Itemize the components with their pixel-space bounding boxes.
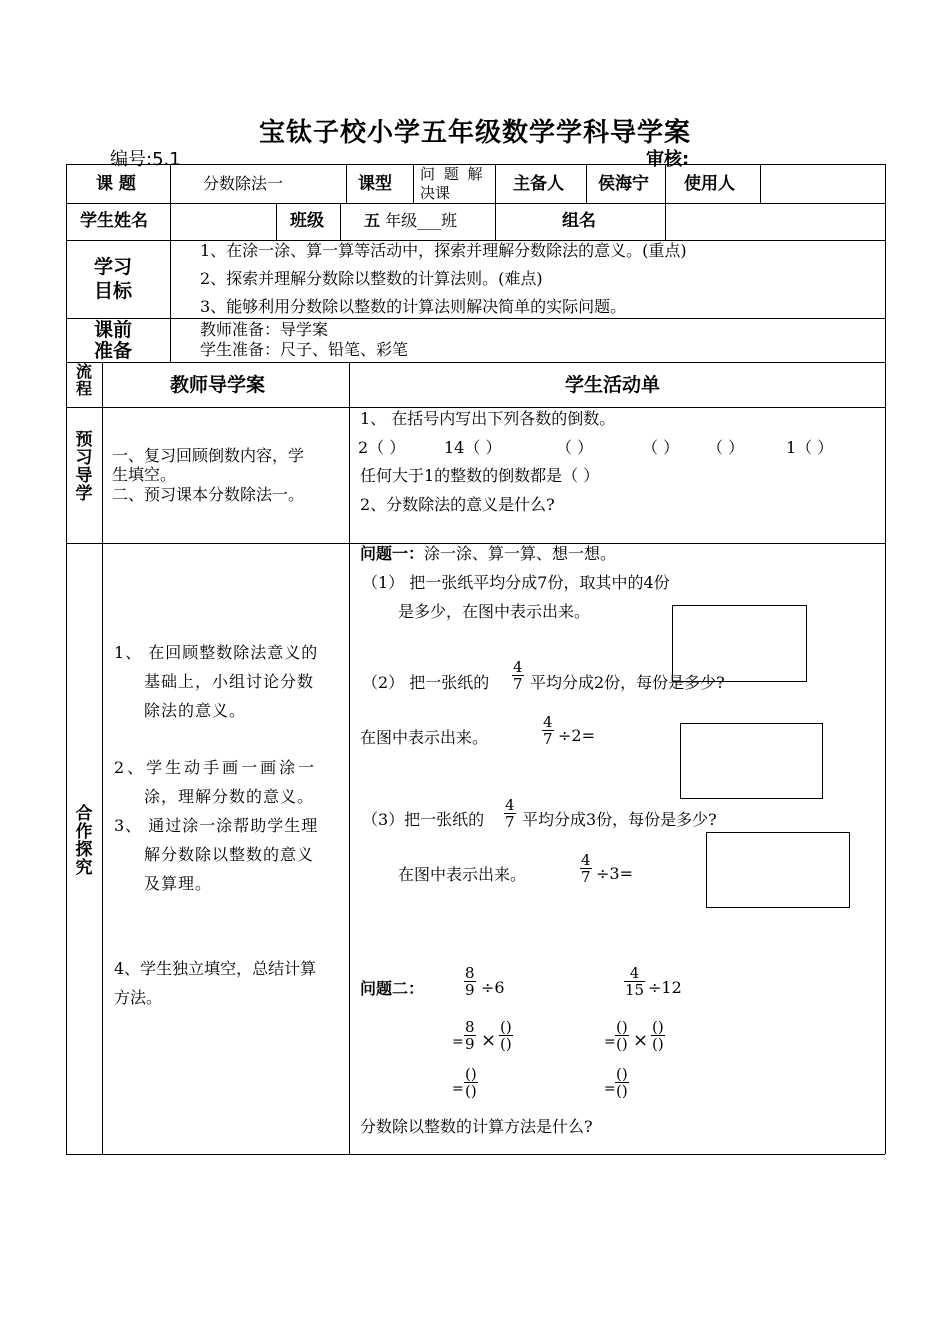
equals-sign: = bbox=[452, 1081, 464, 1097]
explore-teacher-5: 涂，理解分数的意义。 bbox=[144, 787, 315, 806]
type-label: 课型 bbox=[358, 174, 392, 194]
problem-1-q3-draw: 在图中表示出来。 bbox=[398, 865, 527, 884]
divide-by-6: ÷6 bbox=[481, 978, 505, 997]
reciprocal-3: （ ） bbox=[556, 438, 594, 457]
class-label: 班级 bbox=[290, 211, 324, 231]
times-sign: × bbox=[633, 1030, 649, 1051]
explore-teacher-10: 方法。 bbox=[114, 988, 163, 1007]
type-value-line1: 问 题 解 bbox=[420, 165, 485, 183]
explore-teacher-2: 基础上，小组讨论分数 bbox=[144, 672, 315, 691]
problem-2-title: 问题二： bbox=[360, 979, 425, 998]
reciprocal-5: （ ） bbox=[707, 438, 745, 457]
preview-label: 预习导学 bbox=[75, 430, 93, 504]
drawing-box-2[interactable] bbox=[680, 723, 823, 799]
explore-teacher-4: 2、学生动手画一画涂一 bbox=[114, 758, 318, 777]
flow-label: 流程 bbox=[75, 362, 92, 398]
topic-value: 分数除法一 bbox=[203, 174, 284, 193]
equals-sign: = bbox=[604, 1081, 616, 1097]
divide-by-2: ÷2= bbox=[558, 726, 595, 745]
blank-fraction[interactable]: () () bbox=[616, 1018, 628, 1053]
problem-1-q3-end: 平均分成3份，每份是多少? bbox=[522, 810, 717, 829]
reciprocal-2: 14（ ） bbox=[444, 438, 502, 457]
blank-fraction[interactable]: () () bbox=[652, 1018, 664, 1053]
preview-teacher-1: 一、复习回顾倒数内容，学 bbox=[112, 446, 305, 465]
goals-label-2: 目标 bbox=[94, 280, 133, 302]
user-label: 使用人 bbox=[684, 174, 735, 194]
explore-teacher-9: 4、学生独立填空，总结计算 bbox=[114, 959, 317, 978]
problem-1-q1-line1: （1） 把一张纸平均分成7份，取其中的4份 bbox=[362, 573, 670, 592]
equals-sign: = bbox=[452, 1034, 464, 1050]
preview-teacher-3: 二、预习课本分数除法一。 bbox=[112, 485, 305, 504]
teacher-column-header: 教师导学案 bbox=[170, 374, 266, 396]
explore-label: 合作探究 bbox=[75, 804, 93, 878]
explore-teacher-6: 3、 通过涂一涂帮助学生理 bbox=[114, 816, 319, 835]
divide-by-12: ÷12 bbox=[648, 978, 682, 997]
problem-1-q2-end: 平均分成2份，每份是多少? bbox=[530, 673, 725, 692]
fraction-4-7-a: $\frac{4}{7}$ bbox=[513, 658, 523, 693]
problem-1-q3-start: （3）把一张纸的 bbox=[362, 810, 485, 829]
problem-2-final-question: 分数除以整数的计算方法是什么? bbox=[360, 1117, 593, 1136]
blank-fraction[interactable]: () () bbox=[500, 1018, 512, 1053]
reciprocal-1: 2（ ） bbox=[358, 438, 406, 457]
prep-student: 学生准备：尺子、铅笔、彩笔 bbox=[200, 340, 409, 359]
fraction-4-7-c: $\frac{4}{7}$ bbox=[505, 796, 515, 831]
preview-question-1: 1、 在括号内写出下列各数的倒数。 bbox=[360, 409, 616, 428]
fraction-4-15: $\frac{4}{15}$ bbox=[625, 964, 645, 999]
reciprocal-6: 1（ ） bbox=[786, 438, 834, 457]
type-value-line2: 决课 bbox=[420, 184, 451, 202]
blank-fraction[interactable]: () () bbox=[465, 1065, 477, 1100]
goal-item-3: 3、能够利用分数除以整数的计算法则解决简单的实际问题。 bbox=[200, 297, 627, 316]
times-sign: × bbox=[481, 1030, 497, 1051]
goals-label-1: 学习 bbox=[94, 256, 133, 278]
prep-label-2: 准备 bbox=[94, 340, 133, 362]
grade-value: 五 年级___班 bbox=[364, 211, 458, 230]
explore-teacher-8: 及算理。 bbox=[144, 874, 213, 893]
fraction-8-9: $\frac{8}{9}$ bbox=[465, 964, 475, 999]
student-name-label: 学生姓名 bbox=[80, 211, 148, 231]
lead-value: 侯海宁 bbox=[598, 174, 649, 194]
problem-1-q1-line2: 是多少，在图中表示出来。 bbox=[398, 602, 591, 621]
fraction-8-9-step: $\frac{8}{9}$ bbox=[465, 1018, 475, 1053]
group-label: 组名 bbox=[562, 211, 596, 231]
drawing-box-3[interactable] bbox=[706, 832, 850, 908]
doc-number: 编号:5.1 bbox=[110, 149, 181, 170]
drawing-box-1[interactable] bbox=[672, 605, 807, 682]
divide-by-3: ÷3= bbox=[596, 864, 633, 883]
goal-item-2: 2、探索并理解分数除以整数的计算法则。(难点) bbox=[200, 269, 543, 288]
explore-teacher-3: 除法的意义。 bbox=[144, 701, 247, 720]
lead-label: 主备人 bbox=[513, 174, 564, 194]
review-label: 审核: bbox=[646, 149, 690, 170]
problem-1-title: 问题一：涂一涂、算一算、想一想。 bbox=[360, 544, 617, 563]
fraction-4-7-b: $\frac{4}{7}$ bbox=[543, 713, 553, 748]
prep-label-1: 课前 bbox=[94, 319, 133, 341]
prep-teacher: 教师准备：导学案 bbox=[200, 320, 329, 339]
preview-teacher-2: 生填空。 bbox=[112, 465, 177, 484]
explore-teacher-7: 解分数除以整数的意义 bbox=[144, 845, 315, 864]
goal-item-1: 1、在涂一涂、算一算等活动中，探索并理解分数除法的意义。(重点) bbox=[200, 241, 687, 260]
preview-question-2: 2、分数除法的意义是什么? bbox=[360, 495, 555, 514]
problem-1-q2-draw: 在图中表示出来。 bbox=[360, 728, 489, 747]
student-column-header: 学生活动单 bbox=[565, 374, 661, 396]
blank-fraction[interactable]: () () bbox=[616, 1065, 628, 1100]
reciprocal-4: （ ） bbox=[642, 438, 680, 457]
explore-teacher-1: 1、 在回顾整数除法意义的 bbox=[114, 643, 319, 662]
fraction-4-7-d: $\frac{4}{7}$ bbox=[581, 851, 591, 886]
equals-sign: = bbox=[604, 1034, 616, 1050]
topic-label: 课 题 bbox=[96, 174, 136, 194]
problem-1-q2-start: （2） 把一张纸的 bbox=[362, 673, 490, 692]
preview-question-1b: 任何大于1的整数的倒数都是（ ） bbox=[360, 466, 600, 485]
page-title: 宝钛子校小学五年级数学学科导学案 bbox=[258, 118, 691, 148]
